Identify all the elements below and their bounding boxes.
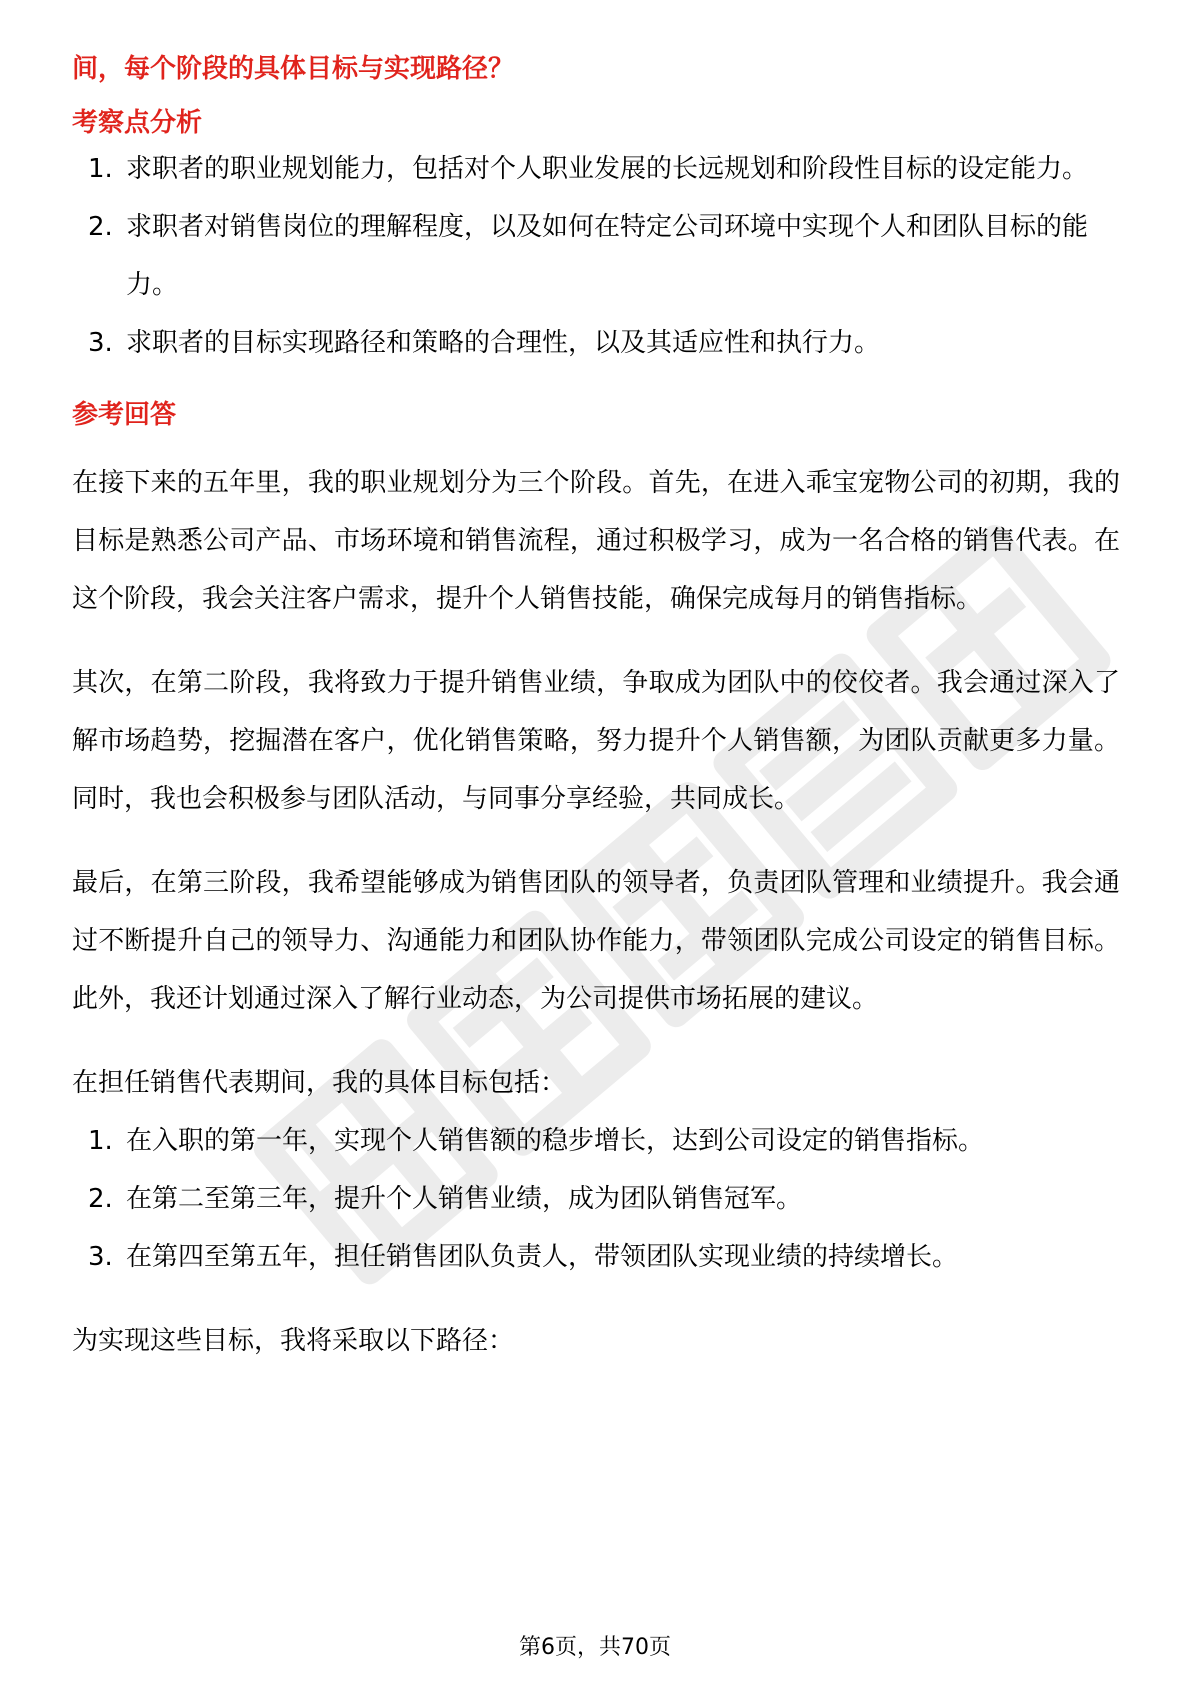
list-item — [72, 140, 1120, 198]
list-item-number: 2. — [88, 1184, 113, 1214]
list-item-number: 3. — [88, 1242, 113, 1272]
answer-paragraph: 其次，在第二阶段，我将致力于提升销售业绩，争取成为团队中的佼佼者。我会通过深入了解市场趋势，挖掘潜在客户，优化销售策略，努力提升个人销售额，为团队贡献更多力量。同时，我也会积极参与团队活动，与同事分享经验，共同成长。 — [72, 668, 1120, 814]
analysis-list — [72, 140, 1120, 372]
analysis-heading: 考察点分析 — [72, 108, 203, 138]
list-item-text: 在入职的第一年，实现个人销售额的稳步增长，达到公司设定的销售指标。 — [126, 1126, 985, 1156]
list-item — [72, 1170, 1120, 1228]
goals-intro: 在担任销售代表期间，我的具体目标包括： — [72, 1068, 567, 1098]
answer-paragraph: 最后，在第三阶段，我希望能够成为销售团队的领导者，负责团队管理和业绩提升。我会通过不断提升自己的领导力、沟通能力和团队协作能力，带领团队完成公司设定的销售目标。此外，我还计划通过深入了解行业动态，为公司提供市场拓展的建议。 — [72, 868, 1120, 1014]
content — [72, 46, 1120, 1370]
question-continuation: 间，每个阶段的具体目标与实现路径？ — [72, 54, 515, 84]
answer-paragraph: 在接下来的五年里，我的职业规划分为三个阶段。首先，在进入乖宝宠物公司的初期，我的目标是熟悉公司产品、市场环境和销售流程，通过积极学习，成为一名合格的销售代表。在这个阶段，我会关注客户需求，提升个人销售技能，确保完成每月的销售指标。 — [72, 468, 1120, 614]
list-item-text: 在第四至第五年，担任销售团队负责人，带领团队实现业绩的持续增长。 — [126, 1242, 959, 1272]
goals-list — [72, 1112, 1120, 1286]
list-item — [72, 1112, 1120, 1170]
list-item-text: 求职者对销售岗位的理解程度，以及如何在特定公司环境中实现个人和团队目标的能力。 — [126, 212, 1089, 300]
list-item-number: 1. — [88, 154, 113, 184]
list-item — [72, 1228, 1120, 1286]
list-item-number: 2. — [88, 212, 113, 242]
list-item — [72, 314, 1120, 372]
list-item-number: 1. — [88, 1126, 113, 1156]
path-intro: 为实现这些目标，我将采取以下路径： — [72, 1326, 515, 1356]
list-item-text: 求职者的职业规划能力，包括对个人职业发展的长远规划和阶段性目标的设定能力。 — [126, 154, 1089, 184]
answer-heading: 参考回答 — [72, 400, 177, 430]
list-item — [72, 198, 1120, 314]
list-item-text: 求职者的目标实现路径和策略的合理性，以及其适应性和执行力。 — [126, 328, 881, 358]
page-number: 第6页，共70页 — [519, 1635, 671, 1660]
list-item-text: 在第二至第三年，提升个人销售业绩，成为团队销售冠军。 — [126, 1184, 803, 1214]
list-item-number: 3. — [88, 328, 113, 358]
